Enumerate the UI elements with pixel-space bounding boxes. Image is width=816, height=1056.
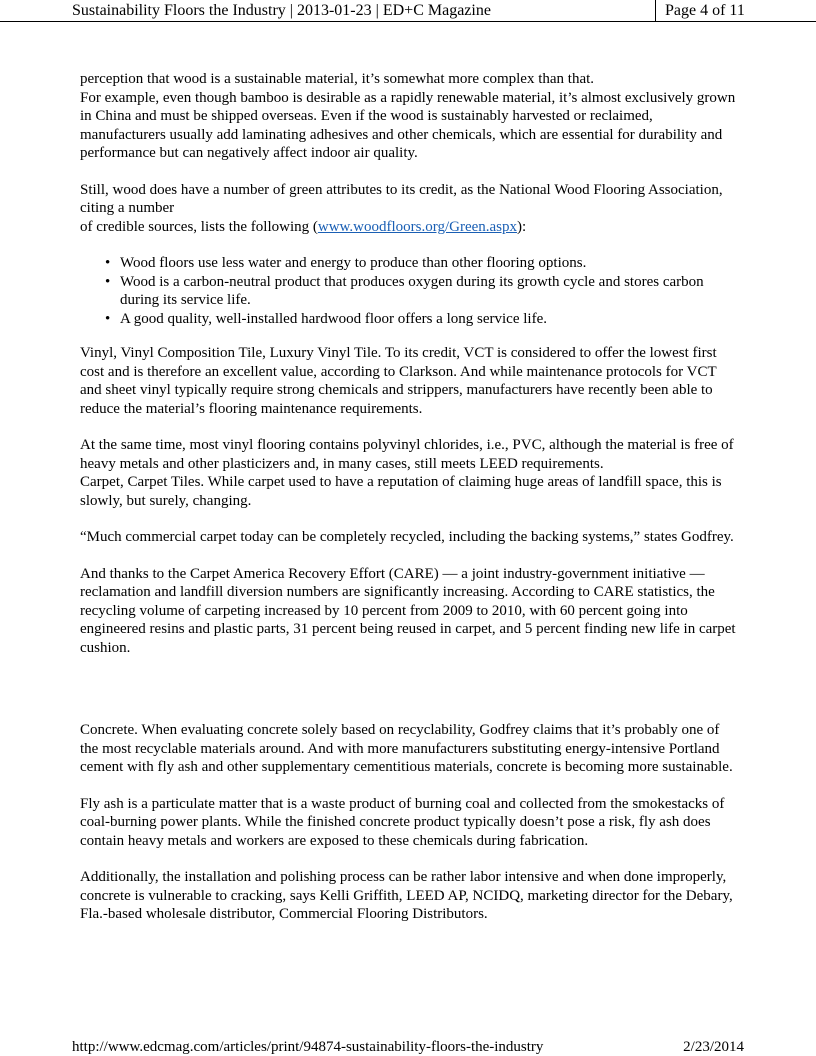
list-item — [105, 273, 740, 310]
page-title: Sustainability Floors the Industry | 2013-01-23 | ED+C Magazine — [72, 2, 491, 19]
paragraph-green-part2: of credible sources, lists the following ( — [80, 218, 318, 235]
paragraph-installation: Additionally, the installation and polishing process can be rather labor intensive and when done improperly, concrete is vulnerable to cracking, says Kelli Griffith, LEED AP, NCIDQ, marketing director for the Debary, Fla.-based wholesale distributor, Commercial Flooring Distributors. — [80, 869, 733, 922]
paragraph-carpet: Carpet, Carpet Tiles. While carpet used to have a reputation of claiming huge areas of landfill space, this is slowly, but surely, changing. — [80, 474, 722, 509]
wood-attributes-list — [80, 254, 740, 328]
list-item — [105, 310, 740, 329]
paragraph-green-part3: ): — [517, 218, 527, 235]
paragraph-concrete: Concrete. When evaluating concrete solely based on recyclability, Godfrey claims that it’s probably one of the most recyclable materials around. And with more manufacturers substituting energy-intensive Portland cement with fly ash and other supplementary cementitious materials, concrete is becoming more sustainable. — [80, 722, 733, 775]
paragraph-wood-rest: For example, even though bamboo is desirable as a rapidly renewable material, it’s almost exclusively grown in China and must be shipped overseas. Even if the wood is sustainably harvested or reclaimed, manufacturers usually add laminating adhesives and other chemicals, which are essential for durability and performance but can negatively affect indoor air quality. — [80, 89, 736, 161]
paragraph-pvc-carpet — [80, 436, 740, 510]
page-number: Page 4 of 11 — [655, 0, 745, 22]
woodfloors-link[interactable]: www.woodfloors.org/Green.aspx — [317, 218, 518, 235]
list-item — [105, 254, 740, 273]
paragraph-godfrey-quote: “Much commercial carpet today can be completely recycled, including the backing systems,” states Godfrey. — [80, 529, 734, 545]
print-header — [0, 0, 816, 22]
paragraph-green-attributes — [80, 181, 740, 237]
list-item-text: A good quality, well-installed hardwood floor offers a long service life. — [120, 310, 547, 327]
paragraph-wood-line1: perception that wood is a sustainable material, it’s somewhat more complex than that. — [80, 71, 595, 87]
bullet-icon: • — [105, 255, 111, 271]
footer-url: http://www.edcmag.com/articles/print/94874-sustainability-floors-the-industry — [72, 1039, 544, 1055]
paragraph-pvc: At the same time, most vinyl flooring contains polyvinyl chlorides, i.e., PVC, although the material is free of heavy metals and other plasticizers and, in many cases, still meets LEED requirements. — [80, 437, 734, 472]
paragraph-wood-complexity — [80, 70, 740, 163]
paragraph-green-part1: Still, wood does have a number of green attributes to its credit, as the National Wood Flooring Association, citing a number — [80, 181, 723, 216]
article-body — [80, 70, 740, 942]
paragraph-care: And thanks to the Carpet America Recovery Effort (CARE) — a joint industry-government initiative — reclamation and landfill diversion numbers are significantly increasing. According to CARE statistics, the recycling volume of carpeting increased by 10 percent from 2009 to 2010, with 60 percent going into engineered resins and plastic parts, 31 percent being reused in carpet, and 5 percent finding new life in carpet cushion. — [80, 565, 736, 656]
bullet-icon: • — [105, 273, 111, 290]
list-item-text: Wood floors use less water and energy to produce than other flooring options. — [120, 255, 587, 271]
section-gap — [80, 675, 740, 721]
footer-date: 2/23/2014 — [683, 1039, 744, 1055]
paragraph-fly-ash: Fly ash is a particulate matter that is a waste product of burning coal and collected from the smokestacks of coal-burning power plants. While the finished concrete product typically doesn’t pose a risk, fly ash does contain heavy metals and workers are exposed to these chemicals during fabrication. — [80, 795, 725, 849]
list-item-text: Wood is a carbon-neutral product that produces oxygen during its growth cycle and stores carbon during its service life. — [120, 273, 704, 308]
paragraph-vinyl: Vinyl, Vinyl Composition Tile, Luxury Vinyl Tile. To its credit, VCT is considered to offer the lowest first cost and is therefore an excellent value, according to Clarkson. And while maintenance protocols for VCT and sheet vinyl typically require strong chemicals and strippers, manufacturers have recently been able to reduce the material’s flooring maintenance requirements. — [80, 345, 717, 417]
bullet-icon: • — [105, 310, 111, 327]
